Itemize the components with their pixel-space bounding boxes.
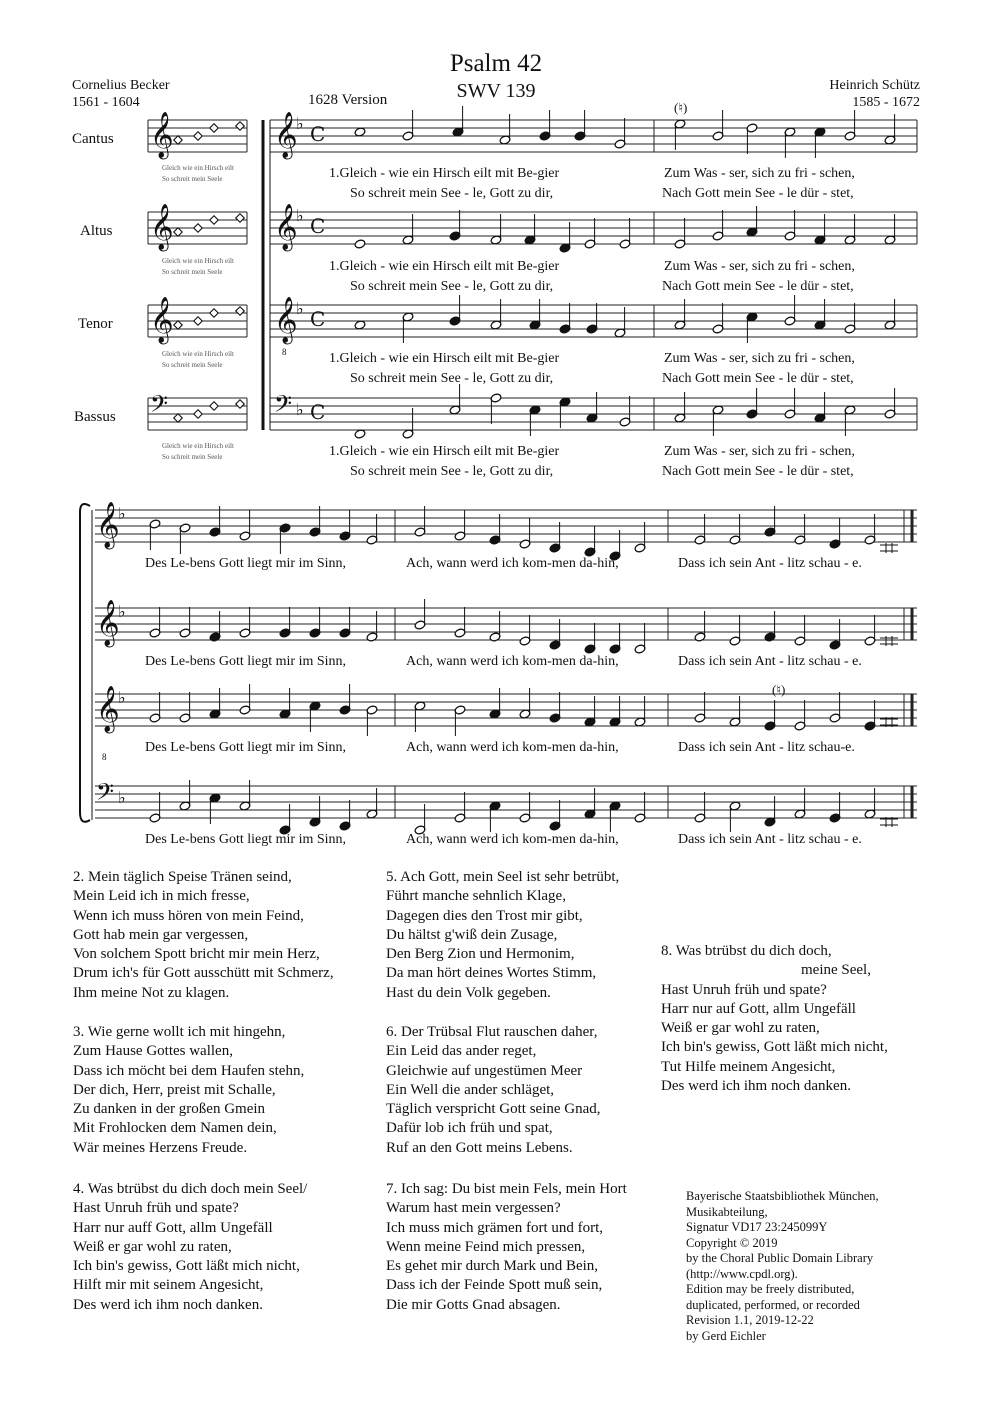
flat-icon: ♭	[296, 206, 304, 225]
lyric-cantus-m1-l1: 1.Gleich - wie ein Hirsch eilt mit Be-gier	[329, 166, 560, 181]
source-note: Bayerische Staatsbibliothek München, Musikabteilung, Signatur VD17 23:245099Y Copyright © 2019 by the Choral Public Domain Library (http://www.cpdl.org). Edition may be freely distributed, duplicated, performed, or recorded Revision 1.1, 2019-12-22 by Gerd Eichler	[686, 1189, 879, 1343]
lyric-s2-cantus-m3: Dass ich sein Ant - litz schau - e.	[678, 556, 862, 571]
version-label: 1628 Version	[308, 92, 388, 108]
incipit-note	[174, 321, 182, 329]
composer-name: Heinrich Schütz	[829, 78, 920, 93]
treble-clef-icon: 𝄞	[150, 297, 174, 343]
incipit-note	[236, 214, 244, 222]
incipit-note	[236, 122, 244, 130]
incipit-note	[236, 307, 244, 315]
incipit-note	[194, 224, 202, 232]
verse-7: 7. Ich sag: Du bist mein Fels, mein Hort Warum hast mein vergessen? Ich muss mich grämen fort und fort, Wenn meine Feind mich pressen, Es gehet mir durch Mark und Bein, Dass ich der Feinde Spott muß sein, Die mir Gotts Gnad absagen.	[386, 1181, 627, 1313]
catalog-number: SWV 139	[456, 80, 536, 102]
verse-6: 6. Der Trübsal Flut rauschen daher, Ein Leid das ander reget, Gleichwie auf ungestümen Meer Ein Well die ander schläget, Täglich verspricht Gott seine Gnad, Dafür lob ich früh und spat, Ruf an den Gott meins Lebens.	[386, 1024, 601, 1156]
incipit-note	[194, 132, 202, 140]
bass-clef-icon: 𝄢	[150, 390, 169, 423]
octave-mark: 8	[282, 347, 287, 357]
incipit-note	[236, 400, 244, 408]
voice-label-altus: Altus	[80, 223, 113, 239]
lyric-s2-tenor-m1: Des Le-bens Gott liegt mir im Sinn,	[145, 740, 347, 755]
incipit-note	[210, 124, 218, 132]
composer-dates: 1585 - 1672	[852, 95, 920, 110]
lyric-s2-bassus-m1: Des Le-bens Gott liegt mir im Sinn,	[145, 832, 347, 847]
lyric-s2-altus-m3: Dass ich sein Ant - litz schau - e.	[678, 654, 862, 669]
lyric-tenor-m1-l2: So schreit mein See - le, Gott zu dir,	[350, 371, 554, 386]
poet-dates: 1561 - 1604	[72, 95, 140, 110]
lyric-s2-bassus-m2: Ach, wann werd ich kom-men da-hin,	[406, 832, 619, 847]
lyric-altus-m2-l1: Zum Was - ser, sich zu fri - schen,	[664, 259, 855, 274]
treble-clef-icon: 𝄞	[150, 204, 174, 250]
verse-2: 2. Mein täglich Speise Tränen seind, Mein Leid ich in mich fresse, Wenn ich muss hören von mein Feind, Gott hab mein gar vergessen, Von solchem Spott bricht mir mein Herz, Drum ich's für Gott ausschütt mit Schmerz, Ihm meine Not zu klagen.	[73, 869, 334, 1001]
note-head	[354, 239, 366, 249]
time-signature-icon: C	[310, 214, 326, 238]
lyric-tenor-m2-l1: Zum Was - ser, sich zu fri - schen,	[664, 351, 855, 366]
octave-mark: 8	[102, 752, 107, 762]
flat-icon: ♭	[118, 504, 126, 523]
lyric-altus-m1-l2: So schreit mein See - le, Gott zu dir,	[350, 279, 554, 294]
lyric-altus-m2-l2: Nach Gott mein See - le dür - stet,	[662, 279, 854, 294]
lyric-tenor-m1-l1: 1.Gleich - wie ein Hirsch eilt mit Be-gier	[329, 351, 560, 366]
lyric-bassus-m2-l1: Zum Was - ser, sich zu fri - schen,	[664, 444, 855, 459]
incipit-note	[174, 228, 182, 236]
lyric-cantus-m2-l2: Nach Gott mein See - le dür - stet,	[662, 186, 854, 201]
treble-clef-icon: 𝄞	[96, 502, 120, 548]
verse-5: 5. Ach Gott, mein Seel ist sehr betrübt, Führt manche sehnlich Klage, Dagegen dies den Trost mir gibt, Du hältst g'wiß dein Zusage, Den Berg Zion und Hermonim, Da man hört deines Wortes Stimm, Hast du dein Volk gegeben.	[386, 869, 620, 1001]
page-title: Psalm 42	[449, 50, 543, 77]
incipit-text-bassus: Gleich wie ein Hirsch eilt So schreit mein Seele	[162, 442, 234, 461]
lyric-cantus-m1-l2: So schreit mein See - le, Gott zu dir,	[350, 186, 554, 201]
lyric-s2-cantus-m1: Des Le-bens Gott liegt mir im Sinn,	[145, 556, 347, 571]
incipit-note	[174, 136, 182, 144]
lyric-altus-m1-l1: 1.Gleich - wie ein Hirsch eilt mit Be-gier	[329, 259, 560, 274]
incipit-note	[210, 309, 218, 317]
flat-icon: ♭	[296, 400, 304, 419]
editorial-natural-sign: (♮)	[674, 100, 688, 115]
editorial-natural-sign-tenor: (♮)	[772, 682, 786, 697]
lyric-tenor-m2-l2: Nach Gott mein See - le dür - stet,	[662, 371, 854, 386]
poet-name: Cornelius Becker	[72, 78, 170, 93]
voice-label-tenor: Tenor	[78, 316, 113, 332]
lyric-bassus-m1-l2: So schreit mein See - le, Gott zu dir,	[350, 464, 554, 479]
incipit-text-cantus: Gleich wie ein Hirsch eilt So schreit mein Seele	[162, 164, 234, 183]
incipit-note	[194, 317, 202, 325]
treble-clef-icon: 𝄞	[274, 204, 298, 250]
flat-icon: ♭	[118, 602, 126, 621]
lyric-s2-altus-m1: Des Le-bens Gott liegt mir im Sinn,	[145, 654, 347, 669]
verse-4: 4. Was btrübst du dich doch mein Seel/ Hast Unruh früh und spate? Harr nur auff Gott, allm Ungefäll Weiß er gar wohl zu raten, Ich bin's gewiss, Gott läßt mich nicht, Hilft mir mit seinem Angesicht, Des werd ich ihm noch danken.	[73, 1181, 308, 1313]
voice-label-bassus: Bassus	[74, 409, 116, 425]
incipit-note	[210, 402, 218, 410]
lyric-cantus-m2-l1: Zum Was - ser, sich zu fri - schen,	[664, 166, 855, 181]
lyric-s2-bassus-m3: Dass ich sein Ant - litz schau - e.	[678, 832, 862, 847]
incipit-note	[210, 216, 218, 224]
verse-3: 3. Wie gerne wollt ich mit hingehn, Zum Hause Gottes wallen, Dass ich möcht bei dem Haufen stehn, Der dich, Herr, preist mit Schalle, Zu danken in der großen Gmein Mit Frohlocken dem Namen dein, Wär meines Herzens Freude.	[73, 1024, 305, 1156]
flat-icon: ♭	[118, 688, 126, 707]
treble-clef-icon: 𝄞	[274, 112, 298, 158]
lyric-s2-tenor-m3: Dass ich sein Ant - litz schau-e.	[678, 740, 855, 755]
lyric-s2-tenor-m2: Ach, wann werd ich kom-men da-hin,	[406, 740, 619, 755]
incipit-note	[194, 410, 202, 418]
treble-clef-icon: 𝄞	[274, 297, 298, 343]
verse-8: 8. Was btrübst du dich doch, meine Seel, Hast Unruh früh und spate? Harr nur auf Gott, allm Ungefäll Weiß er gar wohl zu raten, Ich bin's gewiss, Gott läßt mich nicht, Tut Hilfe meinem Angesicht, Des werd ich ihm noch danken.	[661, 943, 888, 1095]
system-bracket	[80, 504, 90, 822]
lyric-s2-altus-m2: Ach, wann werd ich kom-men da-hin,	[406, 654, 619, 669]
lyric-s2-cantus-m2: Ach, wann werd ich kom-men da-hin,	[406, 556, 619, 571]
time-signature-icon: C	[310, 400, 326, 424]
bass-clef-icon: 𝄢	[274, 390, 293, 423]
lyric-bassus-m2-l2: Nach Gott mein See - le dür - stet,	[662, 464, 854, 479]
treble-clef-icon: 𝄞	[150, 112, 174, 158]
flat-icon: ♭	[118, 788, 126, 807]
flat-icon: ♭	[296, 299, 304, 318]
time-signature-icon: C	[310, 122, 326, 146]
lyric-bassus-m1-l1: 1.Gleich - wie ein Hirsch eilt mit Be-gier	[329, 444, 560, 459]
incipit-note	[174, 414, 182, 422]
incipit-text-altus: Gleich wie ein Hirsch eilt So schreit mein Seele	[162, 257, 234, 276]
time-signature-icon: C	[310, 307, 326, 331]
flat-icon: ♭	[296, 114, 304, 133]
bass-clef-icon: 𝄢	[96, 778, 115, 811]
voice-label-cantus: Cantus	[72, 131, 114, 147]
incipit-text-tenor: Gleich wie ein Hirsch eilt So schreit mein Seele	[162, 350, 234, 369]
treble-clef-icon: 𝄞	[96, 686, 120, 732]
treble-clef-icon: 𝄞	[96, 600, 120, 646]
